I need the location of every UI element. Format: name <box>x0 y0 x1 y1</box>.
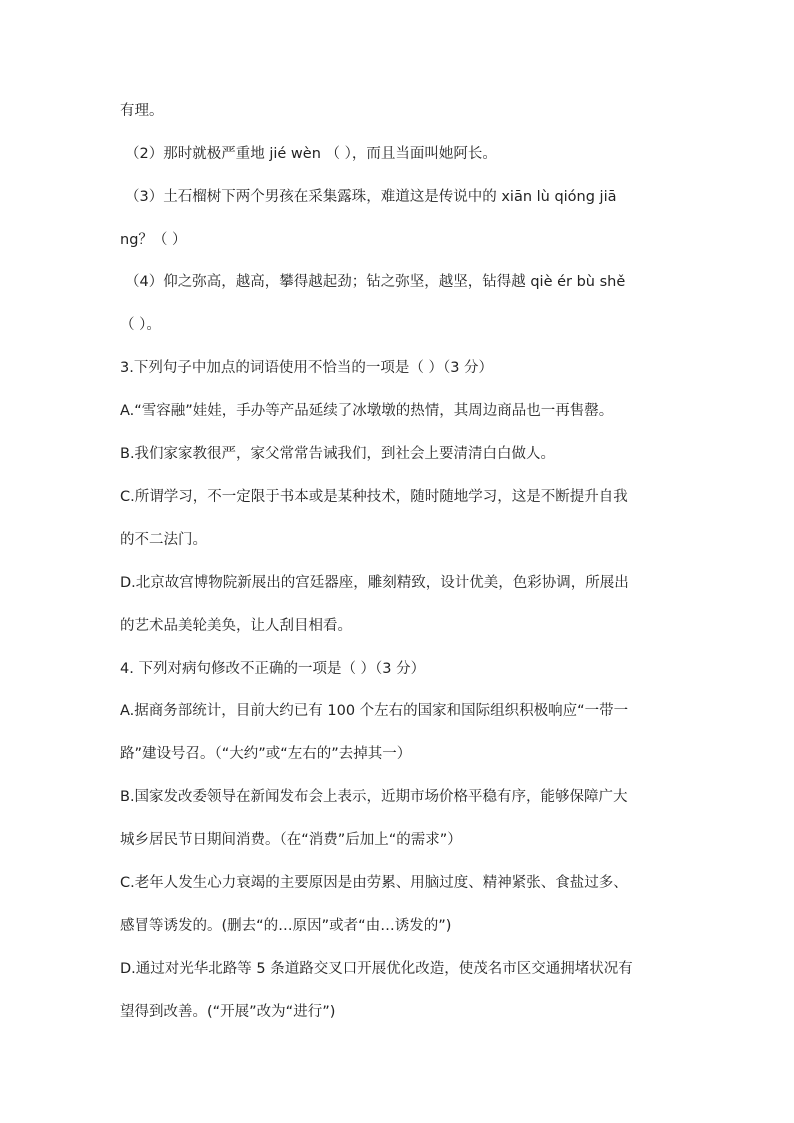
text-line: （3）土石榴树下两个男孩在采集露珠，难道这是传说中的 xiān lù qióng jiā <box>125 189 617 205</box>
text-line: （4）仰之弥高，越高，攀得越起劲；钻之弥坚，越坚，钻得越 qiè ér bù shě <box>125 274 626 290</box>
option-line: D.北京故宫博物院新展出的宫廷器座，雕刻精致，设计优美，色彩协调，所展出 <box>120 575 629 591</box>
option-line: 的不二法门。 <box>120 532 207 548</box>
text-line: ng？（ ） <box>120 232 187 248</box>
option-line: D.通过对光华北路等 5 条道路交叉口开展优化改造，使茂名市区交通拥堵状况有 <box>120 961 633 977</box>
question-heading: 3.下列句子中加点的词语使用不恰当的一项是（ ）（3 分） <box>120 360 494 376</box>
option-line: B.国家发改委领导在新闻发布会上表示，近期市场价格平稳有序，能够保障广大 <box>120 789 628 805</box>
option-line: B.我们家家教很严，家父常常告诫我们，到社会上要清清白白做人。 <box>120 446 556 462</box>
option-line: 城乡居民节日期间消费。（在“消费”后加上“的需求”） <box>120 832 462 848</box>
option-line: C.所谓学习，不一定限于书本或是某种技术，随时随地学习，这是不断提升自我 <box>120 489 628 505</box>
text-line: （2）那时就极严重地 jié wèn （ ），而且当面叫她阿长。 <box>125 146 497 162</box>
option-line: 路”建设号召。（“大约”或“左右的”去掉其一） <box>120 746 412 762</box>
question-heading: 4. 下列对病句修改不正确的一项是（ ）（3 分） <box>120 661 426 677</box>
option-line: C.老年人发生心力衰竭的主要原因是由劳累、用脑过度、精神紧张、食盐过多、 <box>120 875 628 891</box>
option-line: 感冒等诱发的。(删去“的…原因”或者“由…诱发的”) <box>120 918 452 934</box>
option-line: 的艺术品美轮美奂，让人刮目相看。 <box>120 618 352 634</box>
option-line: A.据商务部统计，目前大约已有 100 个左右的国家和国际组织积极响应“一带一 <box>120 703 629 719</box>
text-line: （ ）。 <box>120 317 161 333</box>
option-line: A.“雪容融”娃娃，手办等产品延续了冰墩墩的热情，其周边商品也一再售罄。 <box>120 403 614 419</box>
text-line: 有理。 <box>120 103 164 119</box>
option-line: 望得到改善。(“开展”改为“进行”) <box>120 1004 336 1020</box>
